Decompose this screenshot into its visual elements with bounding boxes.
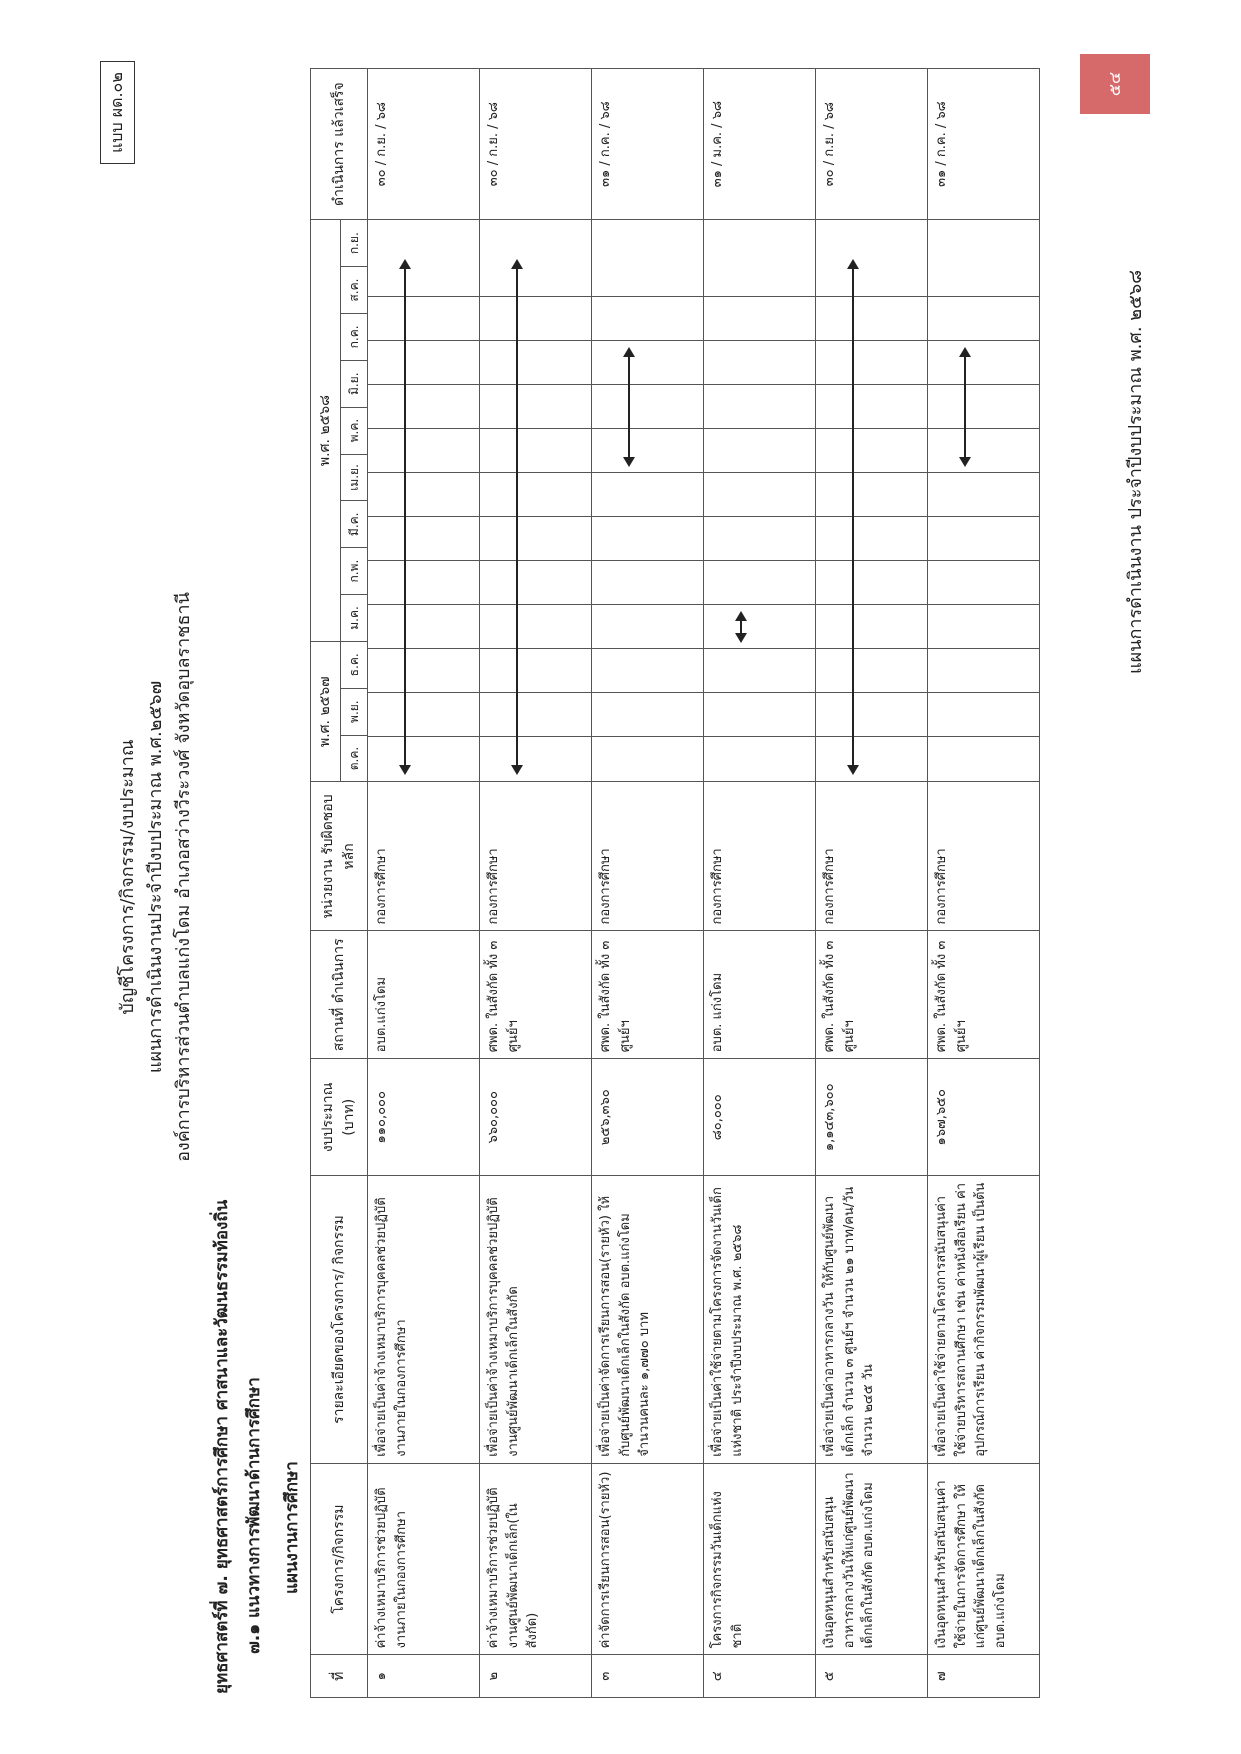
cell-project: เงินอุดหนุนสำหรับสนับสนุนค่าใช้จ่ายในการจัดการศึกษา ให้แก่ศูนย์พัฒนาเด็กเล็กในสังกัด อบต.แก่งโดม xyxy=(928,1463,1040,1655)
footer-text: แผนการดำเนินงาน ประจำปีงบประมาณ พ.ศ. ๒๕๖๘ xyxy=(1125,269,1146,674)
cell-no: ๕ xyxy=(816,1655,928,1698)
col-year1: พ.ศ. ๒๕๖๗ xyxy=(311,641,341,782)
cell-no: ๗ xyxy=(928,1655,1040,1698)
month-header: มี.ค. xyxy=(341,501,368,548)
month-header: ก.พ. xyxy=(341,548,368,595)
cell-budget: ๑๑๐,๐๐๐ xyxy=(368,1059,480,1176)
timeline-arrow xyxy=(852,261,854,773)
col-detail: รายละเอียดของโครงการ/ กิจกรรม xyxy=(311,1176,368,1463)
cell-unit: กองการศึกษา xyxy=(368,782,480,931)
col-no: ที่ xyxy=(311,1655,368,1698)
cell-detail: เพื่อจ่ายเป็นค่าใช้จ่ายตามโครงการสนับสนุนค่าใช้จ่ายบริหารสถานศึกษา เช่น ค่าหนังสือเรียน ค่าอุปกรณ์การเรียน ค่ากิจกรรมพัฒนาผู้เรียน เป็นต้น xyxy=(928,1176,1040,1463)
cell-budget: ๑๖๗,๖๕๐ xyxy=(928,1059,1040,1176)
cell-done: ๓๐ / ก.ย. / ๖๘ xyxy=(480,69,592,220)
cell-detail: เพื่อจ่ายเป็นค่าจ้างเหมาบริการบุคคลช่วยปฏิบัติงานศูนย์พัฒนาเด็กเล็กในสังกัด xyxy=(480,1176,592,1463)
cell-unit: กองการศึกษา xyxy=(928,782,1040,931)
cell-detail: เพื่อจ่ายเป็นค่าใช้จ่ายตามโครงการจัดงานวันเด็กแห่งชาติ ประจำปีงบประมาณ พ.ศ. ๒๕๖๘ xyxy=(704,1176,816,1463)
cell-unit: กองการศึกษา xyxy=(592,782,704,931)
col-project: โครงการ/กิจกรรม xyxy=(311,1463,368,1655)
month-header: พ.ค. xyxy=(341,407,368,454)
cell-place: อบต. แก่งโดม xyxy=(704,931,816,1059)
col-unit: หน่วยงาน รับผิดชอบหลัก xyxy=(311,782,368,931)
col-year2: พ.ศ. ๒๕๖๘ xyxy=(311,220,341,642)
month-header: ต.ค. xyxy=(341,735,368,782)
plan-name: แผนงานการศึกษา xyxy=(282,1461,302,1594)
guideline-title: ๗.๑ แนวทางการพัฒนาด้านการศึกษา xyxy=(244,1377,264,1654)
timeline-arrow xyxy=(516,261,518,773)
cell-detail: เพื่อจ่ายเป็นค่าจัดการเรียนการสอน(รายหัว) ให้กับศูนย์พัฒนาเด็กเล็กในสังกัด อบต.แก่งโดม จำนวนคนละ ๑,๗๗๐ บาท xyxy=(592,1176,704,1463)
cell-done: ๓๑ / ก.ค. / ๖๘ xyxy=(928,69,1040,220)
col-done: ดำเนินการ แล้วเสร็จ xyxy=(311,69,368,220)
timeline-cell xyxy=(816,220,928,782)
cell-done: ๓๐ / ก.ย. / ๖๘ xyxy=(368,69,480,220)
cell-budget: ๒๕๖,๓๖๐ xyxy=(592,1059,704,1176)
cell-project: ค่าจ้างเหมาบริการช่วยปฏิบัติงานภายในกองการศึกษา xyxy=(368,1463,480,1655)
cell-unit: กองการศึกษา xyxy=(704,782,816,931)
table-row xyxy=(928,69,1040,1698)
table-row xyxy=(592,69,704,1698)
strategy-title: ยุทธศาสตร์ที่ ๗. ยุทธศาสตร์การศึกษา ศาสนาและวัฒนธรรมท้องถิ่น xyxy=(212,1199,232,1694)
timeline-arrow xyxy=(740,613,742,641)
cell-place: ศพด. ในสังกัด ทั้ง ๓ ศูนย์ฯ xyxy=(928,931,1040,1059)
month-header: มิ.ย. xyxy=(341,360,368,407)
header-line-2: แผนการดำเนินงานประจำปีงบประมาณ พ.ศ.๒๕๖๗ xyxy=(145,680,166,1074)
cell-place: ศพด. ในสังกัด ทั้ง ๓ ศูนย์ฯ xyxy=(592,931,704,1059)
cell-done: ๓๐ / ก.ย. / ๖๘ xyxy=(816,69,928,220)
cell-budget: ๘๐,๐๐๐ xyxy=(704,1059,816,1176)
timeline-arrow xyxy=(404,261,406,773)
timeline-cell xyxy=(368,220,480,782)
cell-detail: เพื่อจ่ายเป็นค่าจ้างเหมาบริการบุคคลช่วยปฏิบัติงานภายในกองการศึกษา xyxy=(368,1176,480,1463)
timeline-cell xyxy=(928,220,1040,782)
cell-place: ศพด. ในสังกัด ทั้ง ๓ ศูนย์ฯ xyxy=(816,931,928,1059)
cell-budget: ๑,๑๔๓,๖๐๐ xyxy=(816,1059,928,1176)
cell-done: ๓๑ / ม.ค. / ๖๘ xyxy=(704,69,816,220)
col-place: สถานที่ ดำเนินการ xyxy=(311,931,368,1059)
timeline-cell xyxy=(704,220,816,782)
cell-detail: เพื่อจ่ายเป็นค่าอาหารกลางวัน ให้กับศูนย์พัฒนาเด็กเล็ก จำนวน ๓ ศูนย์ฯ จำนวน ๒๑ บาท/คน/วัน จำนวน ๒๔๕ วัน xyxy=(816,1176,928,1463)
page-number: ๕๔ xyxy=(1080,54,1150,114)
timeline-cell xyxy=(480,220,592,782)
header-line-3: องค์การบริหารส่วนตำบลแก่งโดม อำเภอสว่างวีระวงศ์ จังหวัดอุบลราชธานี xyxy=(173,592,194,1162)
cell-place: ศพด. ในสังกัด ทั้ง ๓ ศูนย์ฯ xyxy=(480,931,592,1059)
cell-project: ค่าจ้างเหมาบริการช่วยปฏิบัติงานศูนย์พัฒนาเด็กเล็ก(ในสังกัด) xyxy=(480,1463,592,1655)
timeline-cell xyxy=(592,220,704,782)
cell-project: โครงการกิจกรรมวันเด็กแห่งชาติ xyxy=(704,1463,816,1655)
cell-project: ค่าจัดการเรียนการสอน(รายหัว) xyxy=(592,1463,704,1655)
month-header: ก.ย. xyxy=(341,220,368,267)
month-header: พ.ย. xyxy=(341,688,368,735)
table-row xyxy=(704,69,816,1698)
cell-unit: กองการศึกษา xyxy=(816,782,928,931)
plan-table xyxy=(310,68,1040,1698)
cell-no: ๔ xyxy=(704,1655,816,1698)
table-row xyxy=(368,69,480,1698)
form-code: แบบ ผด.๐๒ xyxy=(100,61,135,164)
month-header: ม.ค. xyxy=(341,595,368,642)
timeline-arrow xyxy=(628,349,630,465)
table-row xyxy=(816,69,928,1698)
month-header: เม.ย. xyxy=(341,454,368,501)
timeline-arrow xyxy=(964,349,966,465)
cell-no: ๓ xyxy=(592,1655,704,1698)
col-budget: งบประมาณ (บาท) xyxy=(311,1059,368,1176)
cell-unit: กองการศึกษา xyxy=(480,782,592,931)
cell-no: ๒ xyxy=(480,1655,592,1698)
cell-budget: ๖๖๐,๐๐๐ xyxy=(480,1059,592,1176)
month-header: ธ.ค. xyxy=(341,641,368,688)
header-line-1: บัญชีโครงการ/กิจกรรม/งบประมาณ xyxy=(117,739,138,1015)
cell-place: อบต.แก่งโดม xyxy=(368,931,480,1059)
cell-done: ๓๑ / ก.ค. / ๖๘ xyxy=(592,69,704,220)
cell-project: เงินอุดหนุนสำหรับสนับสนุนอาหารกลางวันให้แก่ศูนย์พัฒนาเด็กเล็กในสังกัด อบต.แก่งโดม xyxy=(816,1463,928,1655)
month-header: ส.ค. xyxy=(341,267,368,314)
table-row xyxy=(480,69,592,1698)
month-header: ก.ค. xyxy=(341,313,368,360)
cell-no: ๑ xyxy=(368,1655,480,1698)
